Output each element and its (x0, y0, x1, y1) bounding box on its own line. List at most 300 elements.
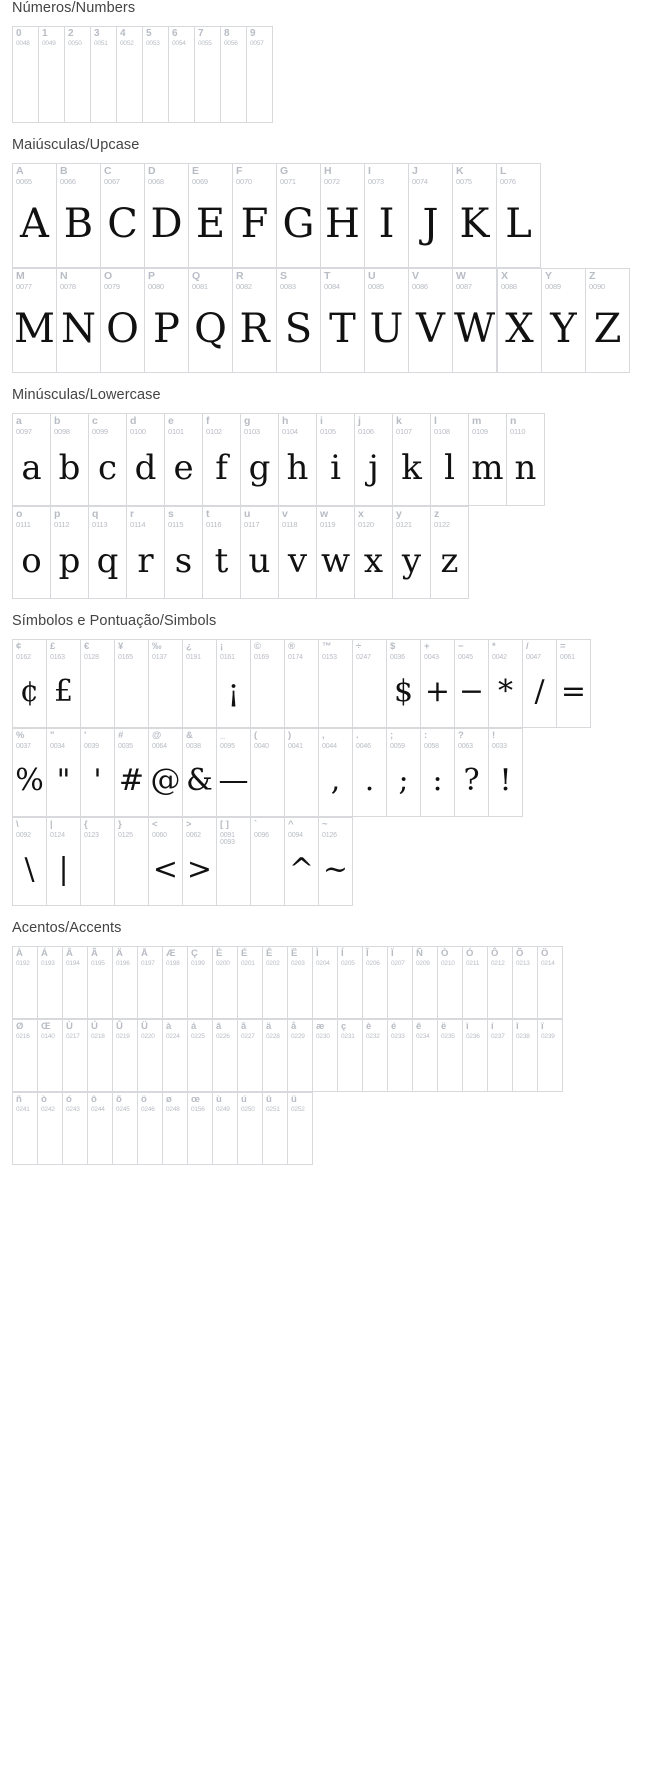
glyph-render: : (432, 763, 443, 799)
glyph-meta (233, 269, 276, 291)
glyph-render: h (286, 448, 309, 489)
glyph-char-label: ñ (16, 1094, 22, 1105)
glyph-render (438, 968, 462, 1018)
glyph-cell[interactable] (387, 729, 421, 817)
glyph-cell[interactable] (101, 269, 145, 373)
glyph-cell[interactable] (251, 640, 285, 728)
glyph-char-label: ã (241, 1021, 247, 1032)
glyph-meta (285, 818, 318, 839)
glyph-meta (463, 947, 487, 968)
glyph-cell[interactable] (217, 818, 251, 906)
glyph-char-label: É (241, 948, 248, 959)
glyph-meta (421, 729, 454, 750)
glyph-cell[interactable] (51, 507, 89, 599)
glyph-meta (127, 507, 164, 529)
glyph-code-label: 0048 (16, 40, 30, 47)
glyph-char-label: Ê (266, 948, 273, 959)
glyph-cell[interactable] (507, 414, 545, 506)
glyph-cell[interactable] (13, 269, 57, 373)
glyph-cell[interactable] (213, 1020, 238, 1092)
glyph-code-label: 0235 (441, 1033, 455, 1040)
glyph-cell[interactable] (251, 729, 285, 817)
glyph-meta (113, 1020, 137, 1041)
glyph-cell[interactable] (463, 947, 488, 1019)
glyph-code-label: 0239 (541, 1033, 555, 1040)
glyph-char-label: ^ (288, 819, 294, 830)
glyph-cell[interactable] (13, 818, 47, 906)
glyph-meta (13, 729, 46, 750)
glyph-render (213, 968, 237, 1018)
glyph-cell[interactable] (138, 1093, 163, 1165)
glyph-render (138, 1041, 162, 1091)
glyph-cell[interactable] (488, 947, 513, 1019)
glyph-cell[interactable] (497, 164, 541, 268)
glyph-cell[interactable] (288, 1093, 313, 1165)
glyph-cell[interactable] (285, 640, 319, 728)
glyph-render (438, 1041, 462, 1091)
glyph-cell[interactable] (163, 947, 188, 1019)
glyph-cell[interactable] (431, 507, 469, 599)
glyph-code-label: 0218 (91, 1033, 105, 1040)
glyph-cell[interactable] (38, 947, 63, 1019)
glyph-cell[interactable] (13, 729, 47, 817)
glyph-cell[interactable] (217, 729, 251, 817)
glyph-render (413, 1041, 437, 1091)
glyph-meta (163, 947, 187, 968)
glyph-cell[interactable] (51, 414, 89, 506)
glyph-char-label: ø (166, 1094, 172, 1105)
glyph-meta (221, 27, 246, 48)
glyph-cell[interactable] (409, 164, 453, 268)
glyph-render (238, 1041, 262, 1091)
glyph-meta (217, 729, 250, 750)
glyph-code-label: 0110 (510, 427, 526, 436)
glyph-cell[interactable] (313, 947, 338, 1019)
glyph-render (138, 1114, 162, 1164)
glyph-cell[interactable] (557, 640, 591, 728)
glyph-code-label: 0090 (589, 282, 605, 291)
glyph-render (88, 968, 112, 1018)
glyph-code-label: 0036 (390, 654, 405, 661)
glyph-code-label: 0095 (220, 743, 235, 750)
glyph-cell[interactable] (47, 729, 81, 817)
glyph-cell[interactable] (165, 414, 203, 506)
glyph-cell[interactable] (288, 947, 313, 1019)
glyph-meta (393, 414, 430, 436)
glyph-cell[interactable] (81, 640, 115, 728)
glyph-meta (513, 947, 537, 968)
glyph-cell[interactable] (13, 1093, 38, 1165)
glyph-cell[interactable] (455, 640, 489, 728)
glyph-code-label: 0198 (166, 960, 180, 967)
glyph-cell[interactable] (13, 1020, 38, 1092)
glyph-cell[interactable] (413, 1020, 438, 1092)
glyph-cell[interactable] (13, 414, 51, 506)
glyph-char-label: A (16, 165, 24, 177)
glyph-render: K (459, 201, 490, 248)
glyph-render (88, 1041, 112, 1091)
glyph-cell[interactable] (183, 729, 217, 817)
glyph-meta (163, 1020, 187, 1041)
glyph-cell[interactable] (138, 947, 163, 1019)
glyph-cell[interactable] (238, 1093, 263, 1165)
glyph-meta (213, 1093, 237, 1114)
glyph-meta (145, 269, 188, 291)
glyph-cell[interactable] (127, 414, 165, 506)
glyph-meta (233, 164, 276, 186)
glyph-cell[interactable] (241, 414, 279, 506)
glyph-cell[interactable] (393, 414, 431, 506)
glyph-cell[interactable] (338, 1020, 363, 1092)
glyph-meta (101, 164, 144, 186)
glyph-cell[interactable] (115, 729, 149, 817)
glyph-cell[interactable] (195, 27, 221, 123)
glyph-char-label: ì (466, 1021, 469, 1032)
glyph-cell[interactable] (489, 729, 523, 817)
glyph-char-label: 1 (42, 28, 48, 39)
glyph-code-label: 0035 (118, 743, 133, 750)
glyph-cell[interactable] (39, 27, 65, 123)
glyph-render (338, 968, 362, 1018)
glyph-cell[interactable] (247, 27, 273, 123)
glyph-cell[interactable] (421, 640, 455, 728)
glyph-cell[interactable] (241, 507, 279, 599)
glyph-cell[interactable] (353, 640, 387, 728)
glyph-cell[interactable] (203, 414, 241, 506)
glyph-render: w (320, 541, 351, 582)
glyph-cell[interactable] (13, 164, 57, 268)
glyph-meta (63, 1020, 87, 1041)
glyph-cell[interactable] (233, 164, 277, 268)
glyph-cell[interactable] (355, 507, 393, 599)
glyph-cell[interactable] (438, 1020, 463, 1092)
glyph-meta (115, 729, 148, 750)
glyph-cell[interactable] (113, 947, 138, 1019)
glyph-cell[interactable] (189, 164, 233, 268)
glyph-char-label: ! (492, 730, 496, 741)
glyph-cell[interactable] (238, 1020, 263, 1092)
glyph-code-label: 0244 (91, 1106, 105, 1113)
glyph-cell[interactable] (489, 640, 523, 728)
glyph-meta (455, 640, 488, 661)
glyph-cell[interactable] (319, 729, 353, 817)
glyph-code-label: 0107 (396, 427, 412, 436)
glyph-cell[interactable] (163, 1093, 188, 1165)
glyph-grid (12, 946, 661, 1165)
glyph-cell[interactable] (363, 947, 388, 1019)
glyph-render: k (401, 448, 422, 489)
glyph-cell[interactable] (317, 414, 355, 506)
glyph-cell[interactable] (413, 947, 438, 1019)
glyph-cell[interactable] (163, 1020, 188, 1092)
glyph-cell[interactable] (47, 818, 81, 906)
glyph-char-label: g (244, 415, 251, 427)
glyph-cell[interactable] (469, 414, 507, 506)
glyph-code-label: 0238 (516, 1033, 530, 1040)
glyph-code-label: 0060 (152, 832, 167, 839)
glyph-code-label: 0039 (84, 743, 99, 750)
glyph-cell[interactable] (409, 269, 453, 373)
glyph-meta (47, 640, 80, 661)
glyph-cell[interactable] (57, 269, 101, 373)
glyph-render: % (15, 763, 44, 799)
glyph-cell[interactable] (313, 1020, 338, 1092)
glyph-cell[interactable] (355, 414, 393, 506)
glyph-cell[interactable] (263, 1093, 288, 1165)
glyph-char-label: s (168, 508, 174, 520)
glyph-cell[interactable] (353, 729, 387, 817)
glyph-render: F (240, 201, 269, 248)
glyph-cell[interactable] (115, 640, 149, 728)
glyph-code-label: 0037 (16, 743, 31, 750)
glyph-cell[interactable] (319, 818, 353, 906)
glyph-cell[interactable] (263, 947, 288, 1019)
glyph-cell[interactable] (57, 164, 101, 268)
glyph-render: B (63, 201, 94, 248)
glyph-cell[interactable] (38, 1093, 63, 1165)
glyph-cell[interactable] (455, 729, 489, 817)
glyph-cell[interactable] (513, 947, 538, 1019)
glyph-code-label: 0104 (282, 427, 298, 436)
glyph-render (81, 661, 114, 727)
glyph-cell[interactable] (63, 1020, 88, 1092)
glyph-char-label: " (50, 730, 55, 741)
glyph-code-label: 0088 (501, 282, 517, 291)
glyph-render (238, 1114, 262, 1164)
glyph-char-label: O (104, 270, 113, 282)
glyph-cell[interactable] (393, 507, 431, 599)
glyph-render (388, 968, 412, 1018)
glyph-render: O (106, 306, 139, 353)
glyph-cell[interactable] (421, 729, 455, 817)
glyph-render (163, 1041, 187, 1091)
glyph-cell[interactable] (488, 1020, 513, 1092)
glyph-cell[interactable] (113, 1020, 138, 1092)
glyph-char-label: m (472, 415, 482, 427)
glyph-cell[interactable] (91, 27, 117, 123)
glyph-cell[interactable] (89, 507, 127, 599)
glyph-cell[interactable] (498, 269, 542, 373)
glyph-cell[interactable] (203, 507, 241, 599)
glyph-cell[interactable] (149, 818, 183, 906)
glyph-cell[interactable] (115, 818, 149, 906)
glyph-cell[interactable] (387, 640, 421, 728)
glyph-cell[interactable] (188, 1020, 213, 1092)
glyph-code-label: 0079 (104, 282, 120, 291)
glyph-char-label: Q (192, 270, 201, 282)
glyph-cell[interactable] (145, 164, 189, 268)
glyph-char-label: ? (458, 730, 464, 741)
glyph-cell[interactable] (143, 27, 169, 123)
glyph-cell[interactable] (319, 640, 353, 728)
glyph-render: ? (463, 763, 480, 799)
glyph-code-label: 0051 (94, 40, 108, 47)
glyph-cell[interactable] (117, 27, 143, 123)
glyph-char-label: } (118, 819, 122, 830)
glyph-cell[interactable] (13, 507, 51, 599)
glyph-char-label: 7 (198, 28, 204, 39)
glyph-render: G (282, 201, 315, 248)
glyph-char-label: 4 (120, 28, 126, 39)
glyph-cell[interactable] (189, 269, 233, 373)
glyph-render (288, 1114, 312, 1164)
glyph-cell[interactable] (263, 1020, 288, 1092)
glyph-render: ' (93, 763, 102, 799)
glyph-cell[interactable] (317, 507, 355, 599)
glyph-meta (13, 507, 50, 529)
glyph-cell[interactable] (233, 269, 277, 373)
glyph-cell[interactable] (513, 1020, 538, 1092)
glyph-char-label: F (236, 165, 243, 177)
glyph-meta (115, 818, 148, 839)
glyph-code-label: 0043 (424, 654, 439, 661)
glyph-cell[interactable] (188, 947, 213, 1019)
glyph-cell[interactable] (149, 640, 183, 728)
glyph-cell[interactable] (523, 640, 557, 728)
glyph-cell[interactable] (542, 269, 586, 373)
glyph-cell[interactable] (188, 1093, 213, 1165)
glyph-cell[interactable] (89, 414, 127, 506)
glyph-cell[interactable] (213, 947, 238, 1019)
glyph-render (195, 48, 220, 122)
glyph-cell[interactable] (277, 269, 321, 373)
glyph-cell[interactable] (453, 164, 497, 268)
glyph-cell[interactable] (183, 640, 217, 728)
glyph-cell[interactable] (113, 1093, 138, 1165)
glyph-cell[interactable] (88, 1020, 113, 1092)
glyph-cell[interactable] (279, 507, 317, 599)
glyph-render (213, 1114, 237, 1164)
glyph-meta (13, 269, 56, 291)
glyph-cell[interactable] (365, 269, 409, 373)
glyph-cell[interactable] (13, 947, 38, 1019)
glyph-cell[interactable] (127, 507, 165, 599)
glyph-meta (13, 947, 37, 968)
glyph-meta (47, 818, 80, 839)
glyph-render: s (174, 541, 193, 582)
glyph-code-label: 0252 (291, 1106, 305, 1113)
glyph-code-label: 0250 (241, 1106, 255, 1113)
glyph-cell[interactable] (149, 729, 183, 817)
glyph-char-label: Ï (391, 948, 394, 959)
glyph-char-label: Œ (41, 1021, 51, 1032)
glyph-meta (188, 1020, 212, 1041)
glyph-cell[interactable] (63, 947, 88, 1019)
glyph-meta (113, 947, 137, 968)
glyph-meta (189, 164, 232, 186)
glyph-meta (507, 414, 544, 436)
glyph-cell[interactable] (463, 1020, 488, 1092)
glyph-cell[interactable] (438, 947, 463, 1019)
glyph-render (213, 1041, 237, 1091)
glyph-char-label: q (92, 508, 99, 520)
glyph-code-label: 0044 (322, 743, 337, 750)
glyph-cell[interactable] (101, 164, 145, 268)
glyph-code-label: 0089 (545, 282, 561, 291)
glyph-cell[interactable] (538, 1020, 563, 1092)
glyph-cell[interactable] (145, 269, 189, 373)
glyph-cell[interactable] (279, 414, 317, 506)
glyph-cell[interactable] (213, 1093, 238, 1165)
glyph-cell[interactable] (183, 818, 217, 906)
glyph-cell[interactable] (221, 27, 247, 123)
glyph-char-label: î (516, 1021, 519, 1032)
glyph-code-label: 0212 (491, 960, 505, 967)
glyph-meta (542, 269, 585, 291)
glyph-render (188, 968, 212, 1018)
glyph-cell[interactable] (338, 947, 363, 1019)
glyph-row (497, 268, 630, 373)
glyph-char-label: | (50, 819, 53, 830)
glyph-render: < (152, 852, 179, 888)
glyph-code-label: 0050 (68, 40, 82, 47)
glyph-cell[interactable] (65, 27, 91, 123)
glyph-cell[interactable] (277, 164, 321, 268)
glyph-render: q (96, 541, 119, 582)
glyph-meta (498, 269, 541, 291)
glyph-cell[interactable] (388, 947, 413, 1019)
glyph-cell[interactable] (169, 27, 195, 123)
glyph-cell[interactable] (586, 269, 630, 373)
glyph-cell[interactable] (138, 1020, 163, 1092)
glyph-cell[interactable] (453, 269, 497, 373)
glyph-code-label: 0083 (280, 282, 296, 291)
glyph-cell[interactable] (388, 1020, 413, 1092)
glyph-code-label: 0049 (42, 40, 56, 47)
glyph-cell[interactable] (365, 164, 409, 268)
glyph-char-label: p (54, 508, 61, 520)
glyph-cell[interactable] (13, 27, 39, 123)
glyph-meta (81, 729, 114, 750)
glyph-cell[interactable] (363, 1020, 388, 1092)
glyph-render (538, 1041, 562, 1091)
glyph-cell[interactable] (321, 269, 365, 373)
glyph-cell[interactable] (38, 1020, 63, 1092)
glyph-char-label: Å (141, 948, 148, 959)
glyph-cell[interactable] (47, 640, 81, 728)
glyph-meta (279, 414, 316, 436)
glyph-cell[interactable] (217, 640, 251, 728)
glyph-meta (189, 269, 232, 291)
glyph-meta (241, 507, 278, 529)
glyph-render: d (134, 448, 157, 489)
glyph-cell[interactable] (285, 818, 319, 906)
glyph-cell[interactable] (321, 164, 365, 268)
glyph-cell[interactable] (88, 1093, 113, 1165)
glyph-cell[interactable] (63, 1093, 88, 1165)
glyph-cell[interactable] (538, 947, 563, 1019)
glyph-meta (488, 947, 512, 968)
glyph-meta (51, 507, 88, 529)
glyph-cell[interactable] (251, 818, 285, 906)
glyph-render (285, 661, 318, 727)
glyph-cell[interactable] (81, 729, 115, 817)
glyph-cell[interactable] (165, 507, 203, 599)
glyph-cell[interactable] (238, 947, 263, 1019)
glyph-cell[interactable] (431, 414, 469, 506)
glyph-cell[interactable] (13, 640, 47, 728)
glyph-cell[interactable] (88, 947, 113, 1019)
glyph-cell[interactable] (81, 818, 115, 906)
glyph-meta (138, 1020, 162, 1041)
glyph-char-label: ¥ (118, 641, 124, 652)
glyph-cell[interactable] (288, 1020, 313, 1092)
glyph-cell[interactable] (285, 729, 319, 817)
glyph-char-label: Ì (316, 948, 319, 959)
glyph-row (12, 413, 545, 506)
glyph-char-label: ® (288, 641, 295, 652)
glyph-char-label: È (216, 948, 223, 959)
